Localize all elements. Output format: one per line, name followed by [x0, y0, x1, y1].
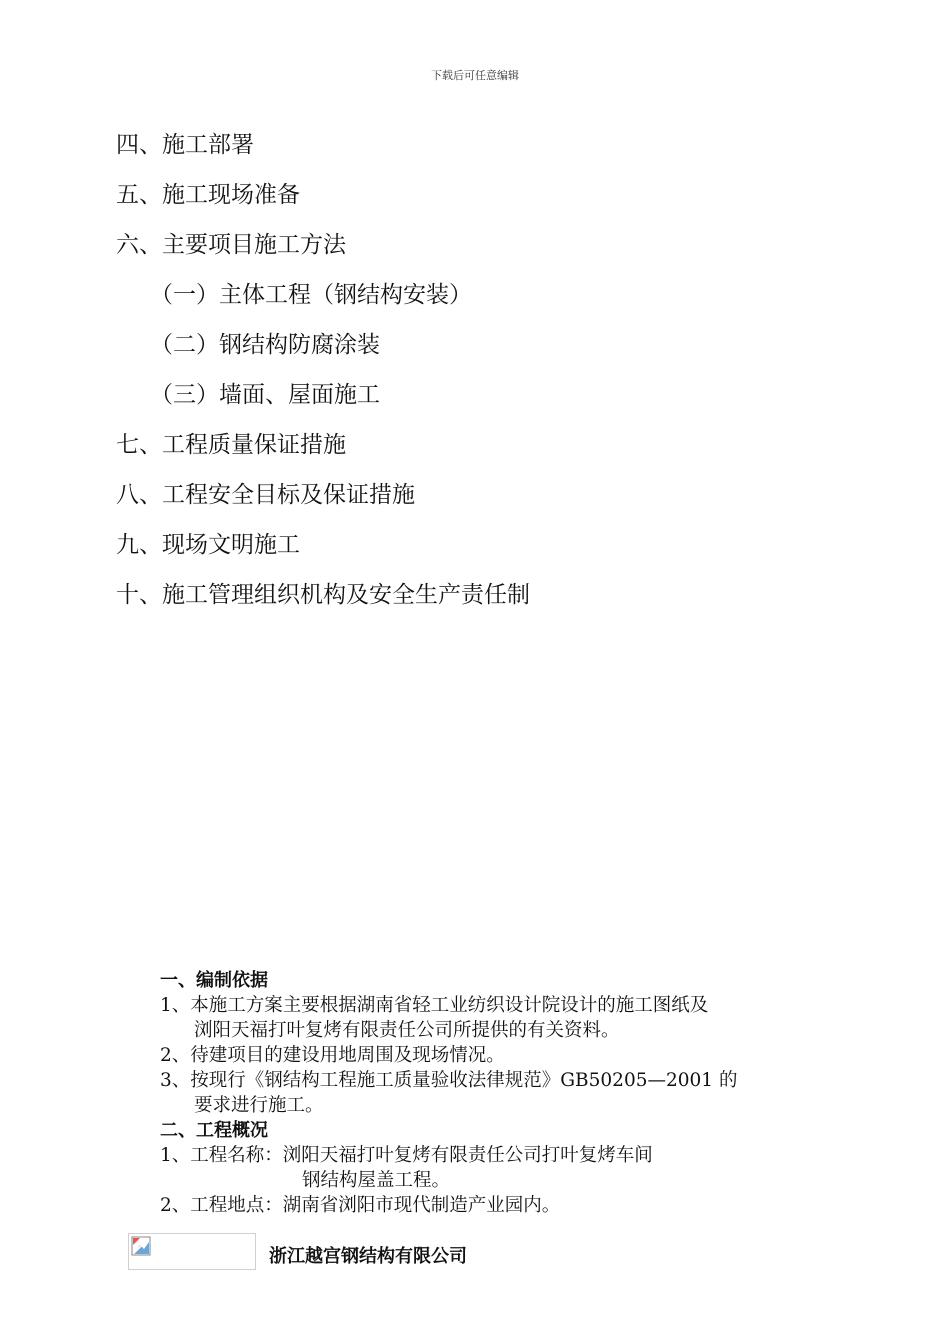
- paragraph-line: 3、按现行《钢结构工程施工质量验收法律规范》GB50205—2001 的: [160, 1070, 738, 1091]
- paragraph-line: 2、待建项目的建设用地周围及现场情况。: [160, 1045, 505, 1066]
- paragraph-line: 钢结构屋盖工程。: [302, 1170, 451, 1191]
- paragraph-line: 2、工程地点：湖南省浏阳市现代制造产业园内。: [160, 1195, 561, 1216]
- toc-subitem: （三）墙面、屋面施工: [150, 382, 380, 408]
- paragraph-line: 1、本施工方案主要根据湖南省轻工业纺织设计院设计的施工图纸及: [160, 995, 709, 1016]
- broken-image-icon: [131, 1236, 151, 1256]
- toc-item: 十、施工管理组织机构及安全生产责任制: [116, 582, 530, 608]
- toc-item: 九、现场文明施工: [116, 532, 300, 558]
- toc-item: 八、工程安全目标及保证措施: [116, 482, 415, 508]
- toc-subitem: （一）主体工程（钢结构安装）: [150, 282, 472, 308]
- section-heading-overview: 二、工程概况: [160, 1120, 268, 1141]
- toc-item: 六、主要项目施工方法: [116, 232, 346, 258]
- toc-subitem: （二）钢结构防腐涂装: [150, 332, 380, 358]
- page-footer: [128, 1233, 628, 1273]
- paragraph-line: 浏阳天福打叶复烤有限责任公司所提供的有关资料。: [194, 1020, 620, 1041]
- company-name: 浙江越宫钢结构有限公司: [269, 1246, 467, 1267]
- toc-item: 七、工程质量保证措施: [116, 432, 346, 458]
- section-heading-basis: 一、编制依据: [160, 970, 268, 991]
- company-logo: [128, 1233, 256, 1270]
- document-body: [160, 968, 840, 1218]
- paragraph-line: 1、工程名称：浏阳天福打叶复烤有限责任公司打叶复烤车间: [160, 1145, 653, 1166]
- toc-item: 五、施工现场准备: [116, 182, 300, 208]
- toc-item: 四、施工部署: [116, 132, 254, 158]
- header-note: 下载后可任意编辑: [431, 69, 519, 82]
- paragraph-line: 要求进行施工。: [194, 1095, 324, 1116]
